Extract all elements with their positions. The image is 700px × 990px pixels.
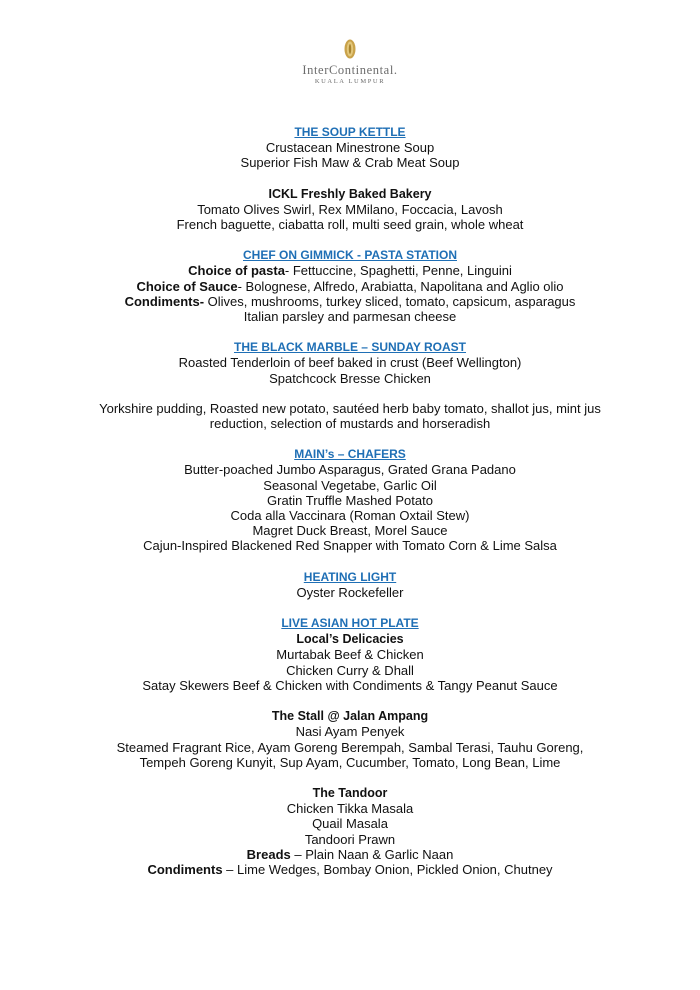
menu-item: Roasted Tenderloin of beef baked in crust (Beef Wellington) [178,355,522,371]
section-title-pasta[interactable]: CHEF ON GIMMICK - PASTA STATION [243,248,457,263]
section-title-asian[interactable]: LIVE ASIAN HOT PLATE [281,616,419,631]
menu-item: Nasi Ayam Penyek [295,724,405,740]
brand-location: KUALA LUMPUR [314,78,386,85]
menu-item-breads: Breads – Plain Naan & Garlic Naan [246,846,454,862]
menu-item: Spatchcock Bresse Chicken [269,370,431,386]
menu-item: Coda alla Vaccinara (Roman Oxtail Stew) [230,508,470,524]
menu-item: Yorkshire pudding, Roasted new potato, sautéed herb baby tomato, shallot jus, mint jus [99,400,601,416]
menu-item: reduction, selection of mustards and horseradish [209,416,491,432]
intercontinental-logo-icon [343,38,357,60]
menu-item: Tempeh Goreng Kunyit, Sup Ayam, Cucumber, Tomato, Long Bean, Lime [139,754,561,770]
menu-item: Superior Fish Maw & Crab Meat Soup [240,155,460,171]
menu-item-condiments: Condiments – Lime Wedges, Bombay Onion, Pickled Onion, Chutney [147,861,553,877]
menu-item: Chicken Tikka Masala [286,801,414,817]
menu-item: Oyster Rockefeller [296,584,404,600]
menu-item-condiments: Condiments- Olives, mushrooms, turkey sliced, tomato, capsicum, asparagus [124,293,576,309]
section-title-heating[interactable]: HEATING LIGHT [303,569,397,584]
section-title-roast[interactable]: THE BLACK MARBLE – SUNDAY ROAST [233,340,467,355]
menu-content [0,124,700,877]
section-title-soup[interactable]: THE SOUP KETTLE [294,125,406,139]
section-title-tandoor: The Tandoor [312,785,388,800]
menu-item-choice-pasta: Choice of pasta- Fettuccine, Spaghetti, Penne, Linguini [188,263,512,279]
menu-item: Tandoori Prawn [304,831,396,847]
section-subtitle-local: Local’s Delicacies [296,632,404,647]
section-title-mains[interactable]: MAIN’s – CHAFERS [294,447,406,462]
menu-item: French baguette, ciabatta roll, multi seed grain, whole wheat [176,217,524,233]
menu-item-choice-sauce: Choice of Sauce- Bolognese, Alfredo, Arabiatta, Napolitana and Aglio olio [136,278,564,294]
menu-item: Tomato Olives Swirl, Rex MMilano, Foccacia, Lavosh [197,201,503,217]
menu-item: Gratin Truffle Mashed Potato [267,492,433,508]
menu-item: Chicken Curry & Dhall [286,662,414,678]
hotel-logo [0,38,700,86]
section-title-bakery: ICKL Freshly Baked Bakery [268,186,432,201]
menu-item: Crustacean Minestrone Soup [265,140,435,156]
menu-item: Butter-poached Jumbo Asparagus, Grated Grana Padano [184,462,516,478]
menu-item: Quail Masala [312,816,388,832]
menu-item: Cajun-Inspired Blackened Red Snapper with Tomato Corn & Lime Salsa [143,538,557,554]
menu-item: Italian parsley and parmesan cheese [243,309,457,325]
section-title-stall: The Stall @ Jalan Ampang [271,709,429,724]
menu-item: Satay Skewers Beef & Chicken with Condiments & Tangy Peanut Sauce [142,677,558,693]
menu-item: Murtabak Beef & Chicken [276,647,424,663]
menu-item: Steamed Fragrant Rice, Ayam Goreng Berempah, Sambal Terasi, Tauhu Goreng, [116,739,584,755]
menu-item: Seasonal Vegetabe, Garlic Oil [263,477,437,493]
menu-item: Magret Duck Breast, Morel Sauce [252,523,448,539]
brand-name: InterContinental. [302,63,398,77]
